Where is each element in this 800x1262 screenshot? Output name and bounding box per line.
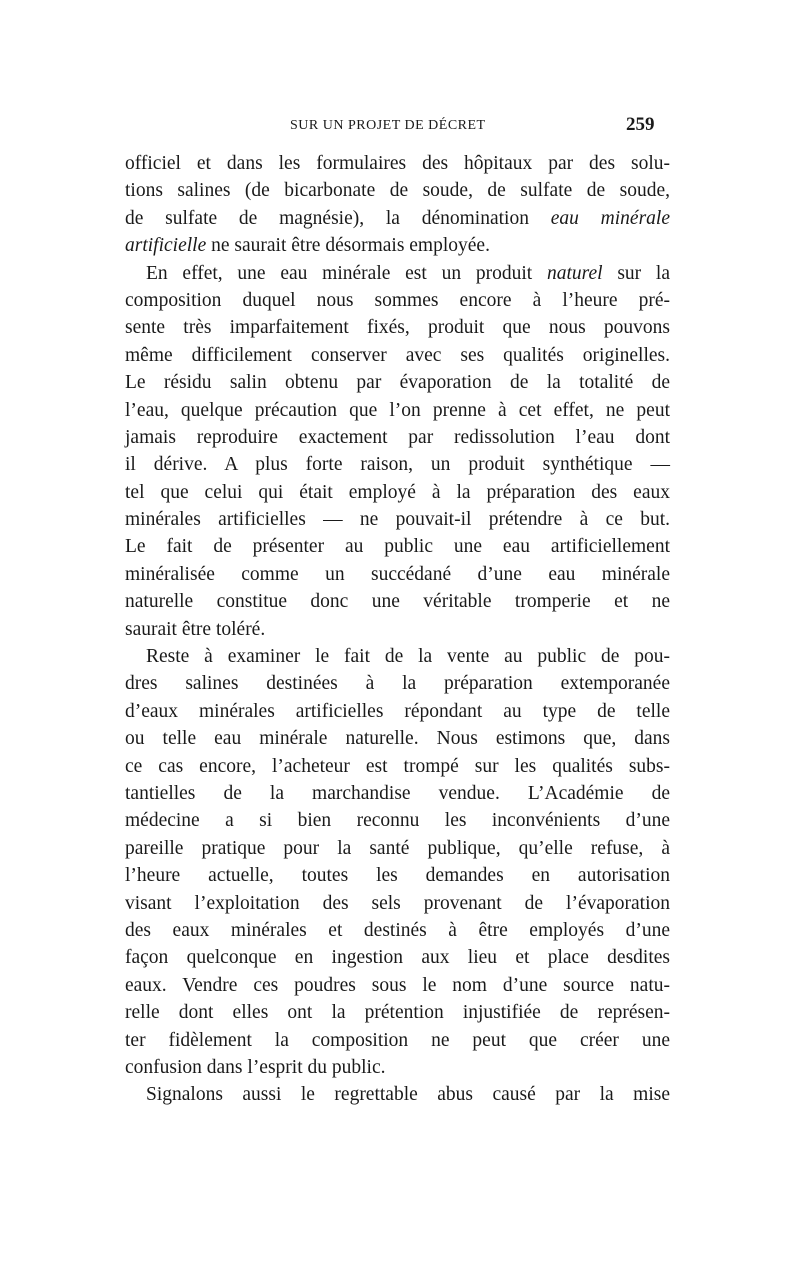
text-segment: Le résidu salin obtenu par évaporation de la totalité de (125, 372, 670, 394)
italic-text: naturel (546, 262, 603, 284)
text-segment: Reste à examiner le fait de la vente au public de pou- (146, 646, 670, 668)
text-line (125, 917, 670, 944)
italic-text: artificielle (125, 235, 207, 257)
text-segment: des eaux minérales et destinés à être employés d’une (125, 919, 670, 941)
text-segment: confusion dans l’esprit du public. (125, 1056, 386, 1078)
text-segment: sur la (602, 262, 670, 284)
text-segment: En effet, une eau minérale est un produit (146, 262, 547, 284)
text-segment: sente très imparfaitement fixés, produit que nous pouvons (125, 317, 670, 339)
text-line (125, 780, 670, 807)
italic-text: eau minérale (550, 207, 670, 229)
text-line (125, 999, 670, 1026)
text-segment: de sulfate de magnésie), la dénomination (125, 207, 551, 229)
text-line (125, 424, 670, 451)
text-segment: minéralisée comme un succédané d’une eau minérale (125, 563, 670, 585)
text-line (125, 698, 670, 725)
text-segment: jamais reproduire exactement par redissolution l’eau dont (125, 426, 670, 448)
text-segment: pareille pratique pour la santé publique, qu’elle refuse, à (125, 837, 670, 859)
running-title: SUR UN PROJET DE DÉCRET (290, 118, 486, 133)
text-line (125, 506, 670, 533)
text-segment: l’eau, quelque précaution que l’on prenne à cet effet, ne peut (125, 399, 670, 421)
text-line (125, 944, 670, 971)
text-line (125, 862, 670, 889)
text-line (125, 150, 670, 177)
text-line (125, 369, 670, 396)
text-segment: ce cas encore, l’acheteur est trompé sur les qualités subs- (125, 755, 670, 777)
text-segment: Le fait de présenter au public une eau artificiellement (125, 536, 670, 558)
text-line (125, 342, 670, 369)
text-line (125, 1081, 670, 1108)
text-line (125, 588, 670, 615)
text-segment: médecine a si bien reconnu les inconvénients d’une (125, 810, 670, 832)
text-line (125, 177, 670, 204)
text-segment: façon quelconque en ingestion aux lieu et place desdites (125, 947, 670, 969)
text-segment: l’heure actuelle, toutes les demandes en autorisation (125, 865, 670, 887)
text-line (125, 753, 670, 780)
text-line (125, 561, 670, 588)
text-segment: saurait être toléré. (125, 618, 266, 640)
text-line (125, 835, 670, 862)
text-segment: il dérive. A plus forte raison, un produit synthétique — (125, 454, 670, 476)
text-line (125, 725, 670, 752)
text-line (125, 1054, 670, 1081)
text-line (125, 670, 670, 697)
text-segment: naturelle constitue donc une véritable tromperie et ne (125, 591, 670, 613)
text-line (125, 972, 670, 999)
text-line (125, 205, 670, 232)
text-line (125, 287, 670, 314)
text-line (125, 1027, 670, 1054)
text-segment: dres salines destinées à la préparation extemporanée (125, 673, 670, 695)
text-segment: relle dont elles ont la prétention injustifiée de représen- (125, 1002, 670, 1024)
text-segment: Signalons aussi le regrettable abus causé par la mise (146, 1084, 670, 1106)
text-line (125, 314, 670, 341)
text-line (125, 451, 670, 478)
body-text (125, 150, 670, 1109)
text-line (125, 890, 670, 917)
text-segment: officiel et dans les formulaires des hôpitaux par des solu- (125, 153, 670, 174)
text-segment: ne saurait être désormais employée. (206, 235, 490, 257)
text-segment: d’eaux minérales artificielles répondant au type de telle (125, 700, 670, 722)
text-segment: composition duquel nous sommes encore à l’heure pré- (125, 289, 670, 311)
text-line (125, 643, 670, 670)
text-line (125, 616, 670, 643)
text-line (125, 397, 670, 424)
text-segment: minérales artificielles — ne pouvait-il prétendre à ce but. (125, 509, 670, 531)
text-segment: tions salines (de bicarbonate de soude, de sulfate de soude, (125, 180, 670, 202)
text-line (125, 232, 670, 259)
page-number: 259 (626, 114, 655, 135)
text-segment: ou telle eau minérale naturelle. Nous estimons que, dans (125, 728, 670, 750)
text-segment: ter fidèlement la composition ne peut que créer une (125, 1029, 670, 1051)
text-line (125, 533, 670, 560)
text-segment: tel que celui qui était employé à la préparation des eaux (125, 481, 670, 503)
text-line (125, 479, 670, 506)
text-segment: même difficilement conserver avec ses qualités originelles. (125, 344, 670, 366)
text-segment: tantielles de la marchandise vendue. L’Académie de (125, 782, 670, 804)
text-segment: eaux. Vendre ces poudres sous le nom d’une source natu- (125, 974, 670, 996)
text-line (125, 807, 670, 834)
text-segment: visant l’exploitation des sels provenant de l’évaporation (125, 892, 670, 914)
text-line (125, 260, 670, 287)
